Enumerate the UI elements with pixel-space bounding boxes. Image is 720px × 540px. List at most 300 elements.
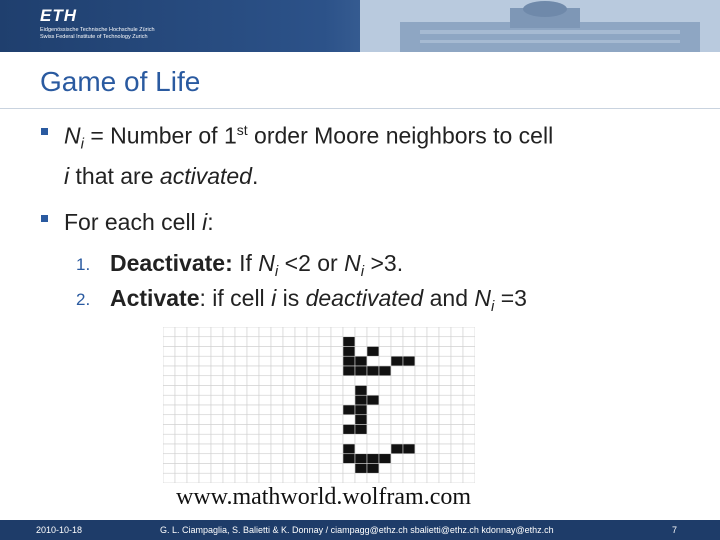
grid-cell: [439, 405, 451, 415]
grid-cell-active: [355, 425, 367, 435]
grid-cell: [307, 347, 319, 357]
grid-cell: [259, 366, 271, 376]
grid-cell: [211, 405, 223, 415]
grid-cell: [259, 454, 271, 464]
grid-cell: [403, 376, 415, 386]
grid-cell: [451, 434, 463, 444]
grid-cell: [355, 434, 367, 444]
grid-cell: [295, 356, 307, 366]
grid-cell: [439, 376, 451, 386]
bullet-square-icon: [41, 215, 48, 222]
grid-cell: [307, 366, 319, 376]
grid-cell: [199, 395, 211, 405]
grid-cell: [391, 337, 403, 347]
footer-bar: [0, 520, 720, 540]
grid-cell: [331, 454, 343, 464]
grid-cell: [271, 444, 283, 454]
subtitle-line1: Eidgenössische Technische Hochschule Zürich: [40, 27, 155, 33]
grid-cell: [403, 473, 415, 483]
grid-cell: [271, 434, 283, 444]
grid-cell: [367, 386, 379, 396]
grid-cell: [259, 347, 271, 357]
grid-cell: [307, 434, 319, 444]
grid-cell: [235, 434, 247, 444]
grid-cell: [199, 356, 211, 366]
grid-cell: [391, 434, 403, 444]
grid-cell: [319, 415, 331, 425]
subtitle-line2: Swiss Federal Institute of Technology Zurich: [40, 34, 148, 40]
grid-cell: [175, 386, 187, 396]
grid-cell: [247, 473, 259, 483]
grid-cell: [403, 386, 415, 396]
grid-cell: [163, 425, 175, 435]
grid-cell: [307, 464, 319, 474]
grid-cell: [295, 347, 307, 357]
grid-cell: [391, 425, 403, 435]
grid-cell: [343, 327, 355, 337]
grid-cell: [163, 415, 175, 425]
grid-cell: [439, 356, 451, 366]
grid-cell: [223, 415, 235, 425]
grid-cell: [295, 473, 307, 483]
grid-cell: [295, 444, 307, 454]
slide-title: Game of Life: [40, 66, 201, 97]
grid-cell: [319, 405, 331, 415]
bullet-square-icon: [41, 128, 48, 135]
grid-cell: [187, 356, 199, 366]
grid-cell: [463, 376, 475, 386]
grid-cell-active: [343, 425, 355, 435]
title-divider: [0, 108, 720, 109]
grid-cell-active: [367, 347, 379, 357]
footer-authors: G. L. Ciampaglia, S. Balietti & K. Donnay / ciampagg@ethz.ch sbalietti@ethz.ch kdonnay@ethz.ch: [160, 525, 554, 535]
grid-cell: [415, 415, 427, 425]
grid-cell: [259, 464, 271, 474]
grid-cell: [211, 425, 223, 435]
grid-cell: [427, 473, 439, 483]
grid-cell: [379, 395, 391, 405]
grid-cell: [331, 376, 343, 386]
bullet1-line2: [64, 163, 258, 190]
grid-cell: [379, 464, 391, 474]
grid-cell: [391, 473, 403, 483]
grid-cell-active: [379, 454, 391, 464]
grid-cell-active: [355, 454, 367, 464]
bullet2-line: [64, 209, 214, 236]
grid-cell: [331, 473, 343, 483]
item2-text: [110, 285, 527, 315]
grid-cell: [187, 405, 199, 415]
grid-cell: [415, 395, 427, 405]
grid-cell: [319, 356, 331, 366]
activate-label: Activate: [110, 285, 200, 311]
grid-cell: [271, 464, 283, 474]
grid-cell: [451, 444, 463, 454]
grid-cell: [163, 454, 175, 464]
grid-cell: [175, 337, 187, 347]
grid-cell: [235, 415, 247, 425]
grid-cell: [355, 444, 367, 454]
grid-cell: [307, 327, 319, 337]
grid-cell: [367, 327, 379, 337]
grid-cell: [415, 425, 427, 435]
grid-cell: [223, 356, 235, 366]
grid-cell: [211, 376, 223, 386]
grid-cell: [367, 405, 379, 415]
grid-cell: [283, 473, 295, 483]
grid-cell: [235, 386, 247, 396]
grid-cell: [271, 386, 283, 396]
grid-cell: [427, 376, 439, 386]
grid-cell: [439, 386, 451, 396]
bullet1-period: .: [251, 163, 259, 189]
grid-cell: [427, 395, 439, 405]
grid-cell-active: [355, 405, 367, 415]
grid-cell: [415, 434, 427, 444]
bullet1-text-c: that are: [69, 163, 160, 189]
grid-cell-active: [379, 366, 391, 376]
grid-cell-active: [343, 444, 355, 454]
grid-cell: [319, 376, 331, 386]
grid-cell: [163, 405, 175, 415]
grid-cell: [247, 386, 259, 396]
grid-cell: [415, 464, 427, 474]
grid-cell-active: [355, 386, 367, 396]
grid-cell: [439, 395, 451, 405]
grid-cell: [427, 386, 439, 396]
grid-cell: [283, 444, 295, 454]
grid-cell: [331, 444, 343, 454]
grid-cell: [319, 366, 331, 376]
grid-cell: [175, 464, 187, 474]
grid-cell: [175, 454, 187, 464]
grid-cell: [283, 395, 295, 405]
grid-cell: [331, 327, 343, 337]
grid-cell: [427, 444, 439, 454]
grid-cell: [391, 395, 403, 405]
item1-b: <2 or: [278, 250, 345, 276]
grid-cell: [355, 347, 367, 357]
grid-cell: [271, 337, 283, 347]
grid-cell: [271, 405, 283, 415]
n-symbol: N: [474, 285, 491, 311]
grid-cell: [439, 444, 451, 454]
item2-c: and: [423, 285, 475, 311]
grid-cell: [295, 434, 307, 444]
grid-cell: [247, 395, 259, 405]
grid-cell: [379, 337, 391, 347]
grid-cell: [223, 386, 235, 396]
grid-cell: [247, 444, 259, 454]
grid-cell: [415, 454, 427, 464]
grid-cell: [271, 454, 283, 464]
grid-cell: [295, 454, 307, 464]
grid-cell-active: [391, 444, 403, 454]
grid-cell: [391, 454, 403, 464]
grid-cell: [247, 454, 259, 464]
grid-cell: [283, 356, 295, 366]
i-subscript: i: [80, 135, 84, 153]
grid-cell: [271, 347, 283, 357]
grid-cell: [211, 386, 223, 396]
grid-cell: [331, 395, 343, 405]
grid-cell: [175, 425, 187, 435]
grid-cell: [247, 366, 259, 376]
grid-cell-active: [343, 347, 355, 357]
grid-cell: [259, 425, 271, 435]
i-symbol: i: [202, 209, 208, 235]
grid-cell: [199, 376, 211, 386]
grid-cell: [427, 366, 439, 376]
grid-cell: [283, 454, 295, 464]
grid-cell: [187, 376, 199, 386]
grid-cell: [415, 356, 427, 366]
grid-cell: [223, 327, 235, 337]
grid-cell: [259, 444, 271, 454]
grid-cell: [379, 386, 391, 396]
grid-cell: [247, 434, 259, 444]
grid-cell: [163, 386, 175, 396]
grid-cell: [199, 405, 211, 415]
grid-cell: [463, 473, 475, 483]
grid-cell: [331, 415, 343, 425]
grid-cell: [463, 347, 475, 357]
grid-cell: [451, 376, 463, 386]
grid-cell: [199, 473, 211, 483]
grid-cell: [343, 473, 355, 483]
grid-cell: [331, 405, 343, 415]
grid-cell: [235, 444, 247, 454]
grid-cell: [175, 356, 187, 366]
header-banner: [0, 0, 720, 52]
bullet1-text-b: order Moore neighbors to cell: [247, 122, 554, 149]
grid-cell: [163, 327, 175, 337]
grid-cell: [235, 454, 247, 464]
grid-cell: [211, 454, 223, 464]
grid-cell: [223, 434, 235, 444]
grid-cell: [235, 425, 247, 435]
grid-cell: [199, 386, 211, 396]
grid-cell: [427, 434, 439, 444]
building-photo: [360, 0, 720, 52]
deactivated-em: deactivated: [305, 285, 424, 311]
grid-cell: [463, 395, 475, 405]
grid-cell: [187, 337, 199, 347]
n-symbol: N: [64, 122, 81, 149]
grid-cell: [451, 473, 463, 483]
grid-cell-active: [355, 356, 367, 366]
grid-cell: [295, 395, 307, 405]
i-symbol: i: [64, 163, 70, 189]
grid-cell: [451, 395, 463, 405]
grid-cell: [415, 327, 427, 337]
grid-cell: [415, 405, 427, 415]
grid-cell: [187, 347, 199, 357]
grid-cell: [283, 376, 295, 386]
grid-cell: [391, 376, 403, 386]
grid-cell-active: [355, 366, 367, 376]
item2-d: =3: [494, 285, 527, 311]
grid-cell: [367, 473, 379, 483]
grid-cell-active: [343, 454, 355, 464]
grid-cell: [451, 337, 463, 347]
grid-cell: [403, 337, 415, 347]
grid-cell: [283, 386, 295, 396]
item2-b: is: [276, 285, 306, 311]
grid-cell: [199, 337, 211, 347]
i-symbol: i: [271, 285, 277, 311]
grid-cell: [331, 337, 343, 347]
grid-cell: [343, 376, 355, 386]
grid-cell: [211, 337, 223, 347]
grid-cell: [451, 347, 463, 357]
grid-cell: [235, 473, 247, 483]
grid-cell: [379, 327, 391, 337]
grid-cell: [175, 366, 187, 376]
grid-cell: [307, 395, 319, 405]
grid-cell: [211, 327, 223, 337]
grid-cell: [319, 337, 331, 347]
grid-cell: [439, 464, 451, 474]
grid-cell: [259, 405, 271, 415]
grid-cell: [463, 444, 475, 454]
grid-cell: [199, 464, 211, 474]
grid-cell: [283, 327, 295, 337]
grid-cell: [271, 395, 283, 405]
grid-cell: [163, 434, 175, 444]
grid-cell: [355, 327, 367, 337]
grid-cell: [391, 405, 403, 415]
grid-cell: [271, 376, 283, 386]
grid-cell: [343, 434, 355, 444]
bullet2-text: For each cell: [64, 209, 203, 235]
grid-cell: [223, 405, 235, 415]
grid-cell-active: [343, 356, 355, 366]
grid-cell: [247, 347, 259, 357]
grid-cell: [283, 366, 295, 376]
grid-cell: [367, 434, 379, 444]
grid-cell: [463, 464, 475, 474]
grid-cell: [331, 347, 343, 357]
item2-number: 2.: [76, 290, 91, 309]
grid-cell: [307, 444, 319, 454]
grid-cell: [343, 415, 355, 425]
grid-cell: [427, 415, 439, 425]
grid-cell: [283, 415, 295, 425]
grid-cell: [307, 386, 319, 396]
grid-cell: [295, 376, 307, 386]
grid-cell: [379, 356, 391, 366]
grid-cell: [463, 434, 475, 444]
grid-cell: [427, 327, 439, 337]
grid-cell: [415, 337, 427, 347]
grid-cell: [211, 415, 223, 425]
grid-cell: [223, 464, 235, 474]
grid-cell: [427, 347, 439, 357]
grid-cell: [403, 454, 415, 464]
grid-cell: [355, 337, 367, 347]
bullet1-text-a: = Number of 1: [83, 122, 237, 149]
grid-cell: [199, 454, 211, 464]
grid-cell: [439, 434, 451, 444]
grid-cell: [283, 405, 295, 415]
grid-cell: [463, 386, 475, 396]
grid-cell-active: [343, 405, 355, 415]
grid-cell: [235, 376, 247, 386]
grid-cell: [463, 337, 475, 347]
grid-cell: [307, 337, 319, 347]
footer-page-number: 7: [672, 525, 678, 535]
grid-cell: [403, 405, 415, 415]
grid-cell: [319, 425, 331, 435]
grid-cell: [463, 454, 475, 464]
grid-cell: [463, 405, 475, 415]
grid-cell-active: [391, 356, 403, 366]
grid-cell: [163, 464, 175, 474]
grid-cell: [307, 356, 319, 366]
grid-cell: [379, 425, 391, 435]
grid-cell: [379, 415, 391, 425]
i-subscript: i: [274, 263, 279, 280]
grid-cell-active: [367, 366, 379, 376]
grid-cell: [175, 434, 187, 444]
grid-cell: [451, 366, 463, 376]
grid-cell: [271, 327, 283, 337]
grid-cell: [427, 425, 439, 435]
grid-cell: [427, 454, 439, 464]
grid-cell: [367, 337, 379, 347]
grid-cell: [451, 405, 463, 415]
grid-cell: [223, 454, 235, 464]
grid-cell: [439, 454, 451, 464]
grid-cell: [331, 434, 343, 444]
grid-cell: [199, 366, 211, 376]
grid-cell: [223, 347, 235, 357]
grid-cell: [319, 386, 331, 396]
grid-cell: [451, 425, 463, 435]
grid-cell: [391, 347, 403, 357]
grid-cell: [187, 415, 199, 425]
grid-cell: [355, 473, 367, 483]
grid-cell: [223, 366, 235, 376]
grid-cell: [211, 395, 223, 405]
grid-cell: [427, 356, 439, 366]
grid-cell: [295, 366, 307, 376]
grid-cell: [247, 337, 259, 347]
grid-cell: [271, 356, 283, 366]
grid-cell: [307, 415, 319, 425]
grid-cell: [247, 376, 259, 386]
grid-cell: [235, 327, 247, 337]
grid-cell: [319, 347, 331, 357]
grid-cell-active: [355, 395, 367, 405]
life-grid-figure: [163, 327, 475, 483]
footer-date: 2010-10-18: [36, 525, 83, 535]
grid-cell: [295, 415, 307, 425]
grid-cell: [259, 473, 271, 483]
grid-cell: [331, 356, 343, 366]
grid-cell: [319, 395, 331, 405]
grid-cell: [403, 395, 415, 405]
grid-cell: [271, 415, 283, 425]
grid-cell-active: [367, 395, 379, 405]
grid-cell: [331, 425, 343, 435]
grid-cell: [235, 366, 247, 376]
grid-cell: [163, 376, 175, 386]
grid-cell: [175, 347, 187, 357]
i-subscript: i: [360, 263, 365, 280]
grid-cell: [427, 405, 439, 415]
